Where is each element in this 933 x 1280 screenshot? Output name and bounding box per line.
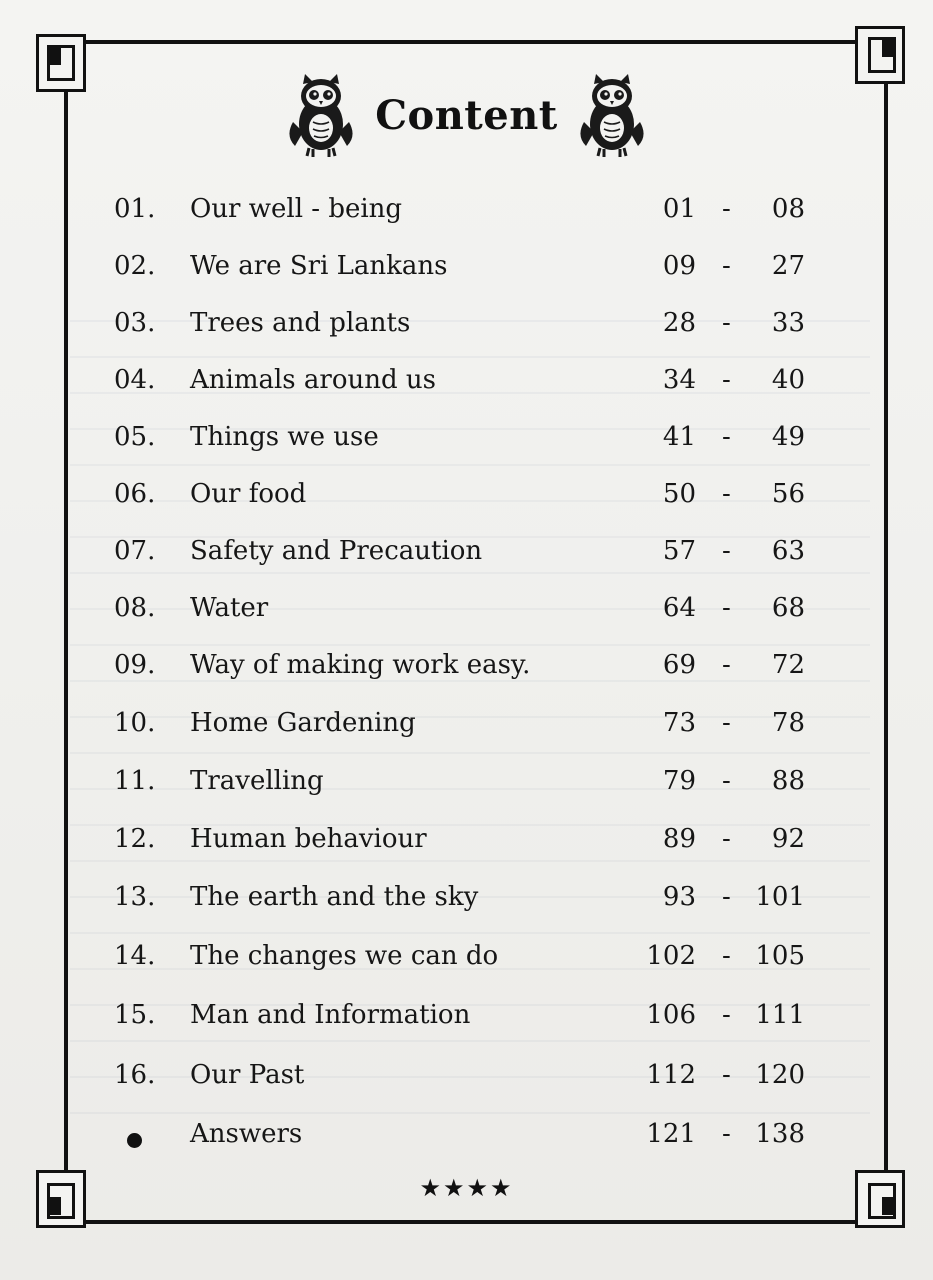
chapter-number: 11. [114,766,156,796]
range-separator: - [722,308,731,338]
page-end: 63 [771,536,805,566]
chapter-number: 02. [114,251,156,281]
page-start: 41 [662,422,696,452]
chapter-number: 05. [114,422,156,452]
page-end: 111 [755,1000,805,1030]
chapter-number: 01. [114,194,156,224]
contents-row[interactable] [0,479,933,519]
page-end: 08 [771,194,805,224]
page-end: 40 [771,365,805,395]
page-start: 50 [662,479,696,509]
contents-row[interactable] [0,708,933,748]
contents-row[interactable] [0,593,933,633]
owl-icon [576,72,648,158]
page-end: 27 [771,251,805,281]
range-separator: - [722,882,731,912]
page-end: 49 [771,422,805,452]
chapter-title: The earth and the sky [190,882,479,912]
page-start: 28 [662,308,696,338]
range-separator: - [722,941,731,971]
chapter-title: Our Past [190,1060,305,1090]
contents-row[interactable] [0,194,933,234]
range-separator: - [722,824,731,854]
range-separator: - [722,708,731,738]
chapter-title: The changes we can do [190,941,499,971]
page-end: 101 [755,882,805,912]
contents-row[interactable] [0,536,933,576]
page-start: 121 [646,1119,696,1149]
contents-row[interactable] [0,422,933,462]
range-separator: - [722,422,731,452]
chapter-title: Our well - being [190,194,403,224]
owl-icon [285,72,357,158]
page-start: 34 [662,365,696,395]
page-end: 33 [771,308,805,338]
page-start: 102 [646,941,696,971]
page-end: 138 [755,1119,805,1149]
range-separator: - [722,1060,731,1090]
contents-row[interactable] [0,882,933,922]
chapter-number: 10. [114,708,156,738]
page-start: 01 [662,194,696,224]
range-separator: - [722,251,731,281]
chapter-number: 03. [114,308,156,338]
chapter-number: 16. [114,1060,156,1090]
range-separator: - [722,365,731,395]
range-separator: - [722,479,731,509]
chapter-title: Our food [190,479,307,509]
page-start: 73 [662,708,696,738]
contents-row[interactable] [0,650,933,690]
chapter-title: Trees and plants [190,308,411,338]
contents-row[interactable] [0,251,933,291]
chapter-number: 07. [114,536,156,566]
chapter-title: Things we use [190,422,379,452]
chapter-title: Home Gardening [190,708,416,738]
range-separator: - [722,1000,731,1030]
contents-row[interactable] [0,1000,933,1040]
page-end: 120 [755,1060,805,1090]
chapter-title: We are Sri Lankans [190,251,448,281]
range-separator: - [722,650,731,680]
chapter-title: Water [190,593,269,623]
page-end: 88 [771,766,805,796]
range-separator: - [722,766,731,796]
page-start: 64 [662,593,696,623]
page-end: 56 [771,479,805,509]
page-start: 69 [662,650,696,680]
chapter-title: Man and Information [190,1000,471,1030]
chapter-number: 14. [114,941,156,971]
chapter-number: 04. [114,365,156,395]
page-end: 78 [771,708,805,738]
page-start: 106 [646,1000,696,1030]
contents-row[interactable] [0,308,933,348]
range-separator: - [722,593,731,623]
header [0,70,933,160]
contents-row[interactable] [0,1060,933,1100]
chapter-title: Human behaviour [190,824,427,854]
page-end: 72 [771,650,805,680]
chapter-title: Animals around us [190,365,436,395]
chapter-number: 08. [114,593,156,623]
chapter-title: Travelling [190,766,324,796]
contents-row[interactable] [0,1119,933,1159]
range-separator: - [722,1119,731,1149]
chapter-number: 09. [114,650,156,680]
page-end: 105 [755,941,805,971]
bullet-icon [127,1133,142,1148]
page-start: 112 [646,1060,696,1090]
contents-row[interactable] [0,766,933,806]
page-start: 89 [662,824,696,854]
contents-row[interactable] [0,824,933,864]
range-separator: - [722,194,731,224]
chapter-number: 13. [114,882,156,912]
page-end: 68 [771,593,805,623]
chapter-number: 12. [114,824,156,854]
contents-row[interactable] [0,941,933,981]
chapter-title: Answers [190,1119,303,1149]
chapter-number: 15. [114,1000,156,1030]
range-separator: - [722,536,731,566]
page-start: 57 [662,536,696,566]
chapter-title: Safety and Precaution [190,536,483,566]
page-start: 93 [662,882,696,912]
contents-row[interactable] [0,365,933,405]
chapter-title: Way of making work easy. [190,650,531,680]
page-end: 92 [771,824,805,854]
page-start: 79 [662,766,696,796]
page-start: 09 [662,251,696,281]
chapter-number: 06. [114,479,156,509]
page-title: Content [375,91,558,139]
footer-stars: ★★★★ [419,1174,514,1202]
